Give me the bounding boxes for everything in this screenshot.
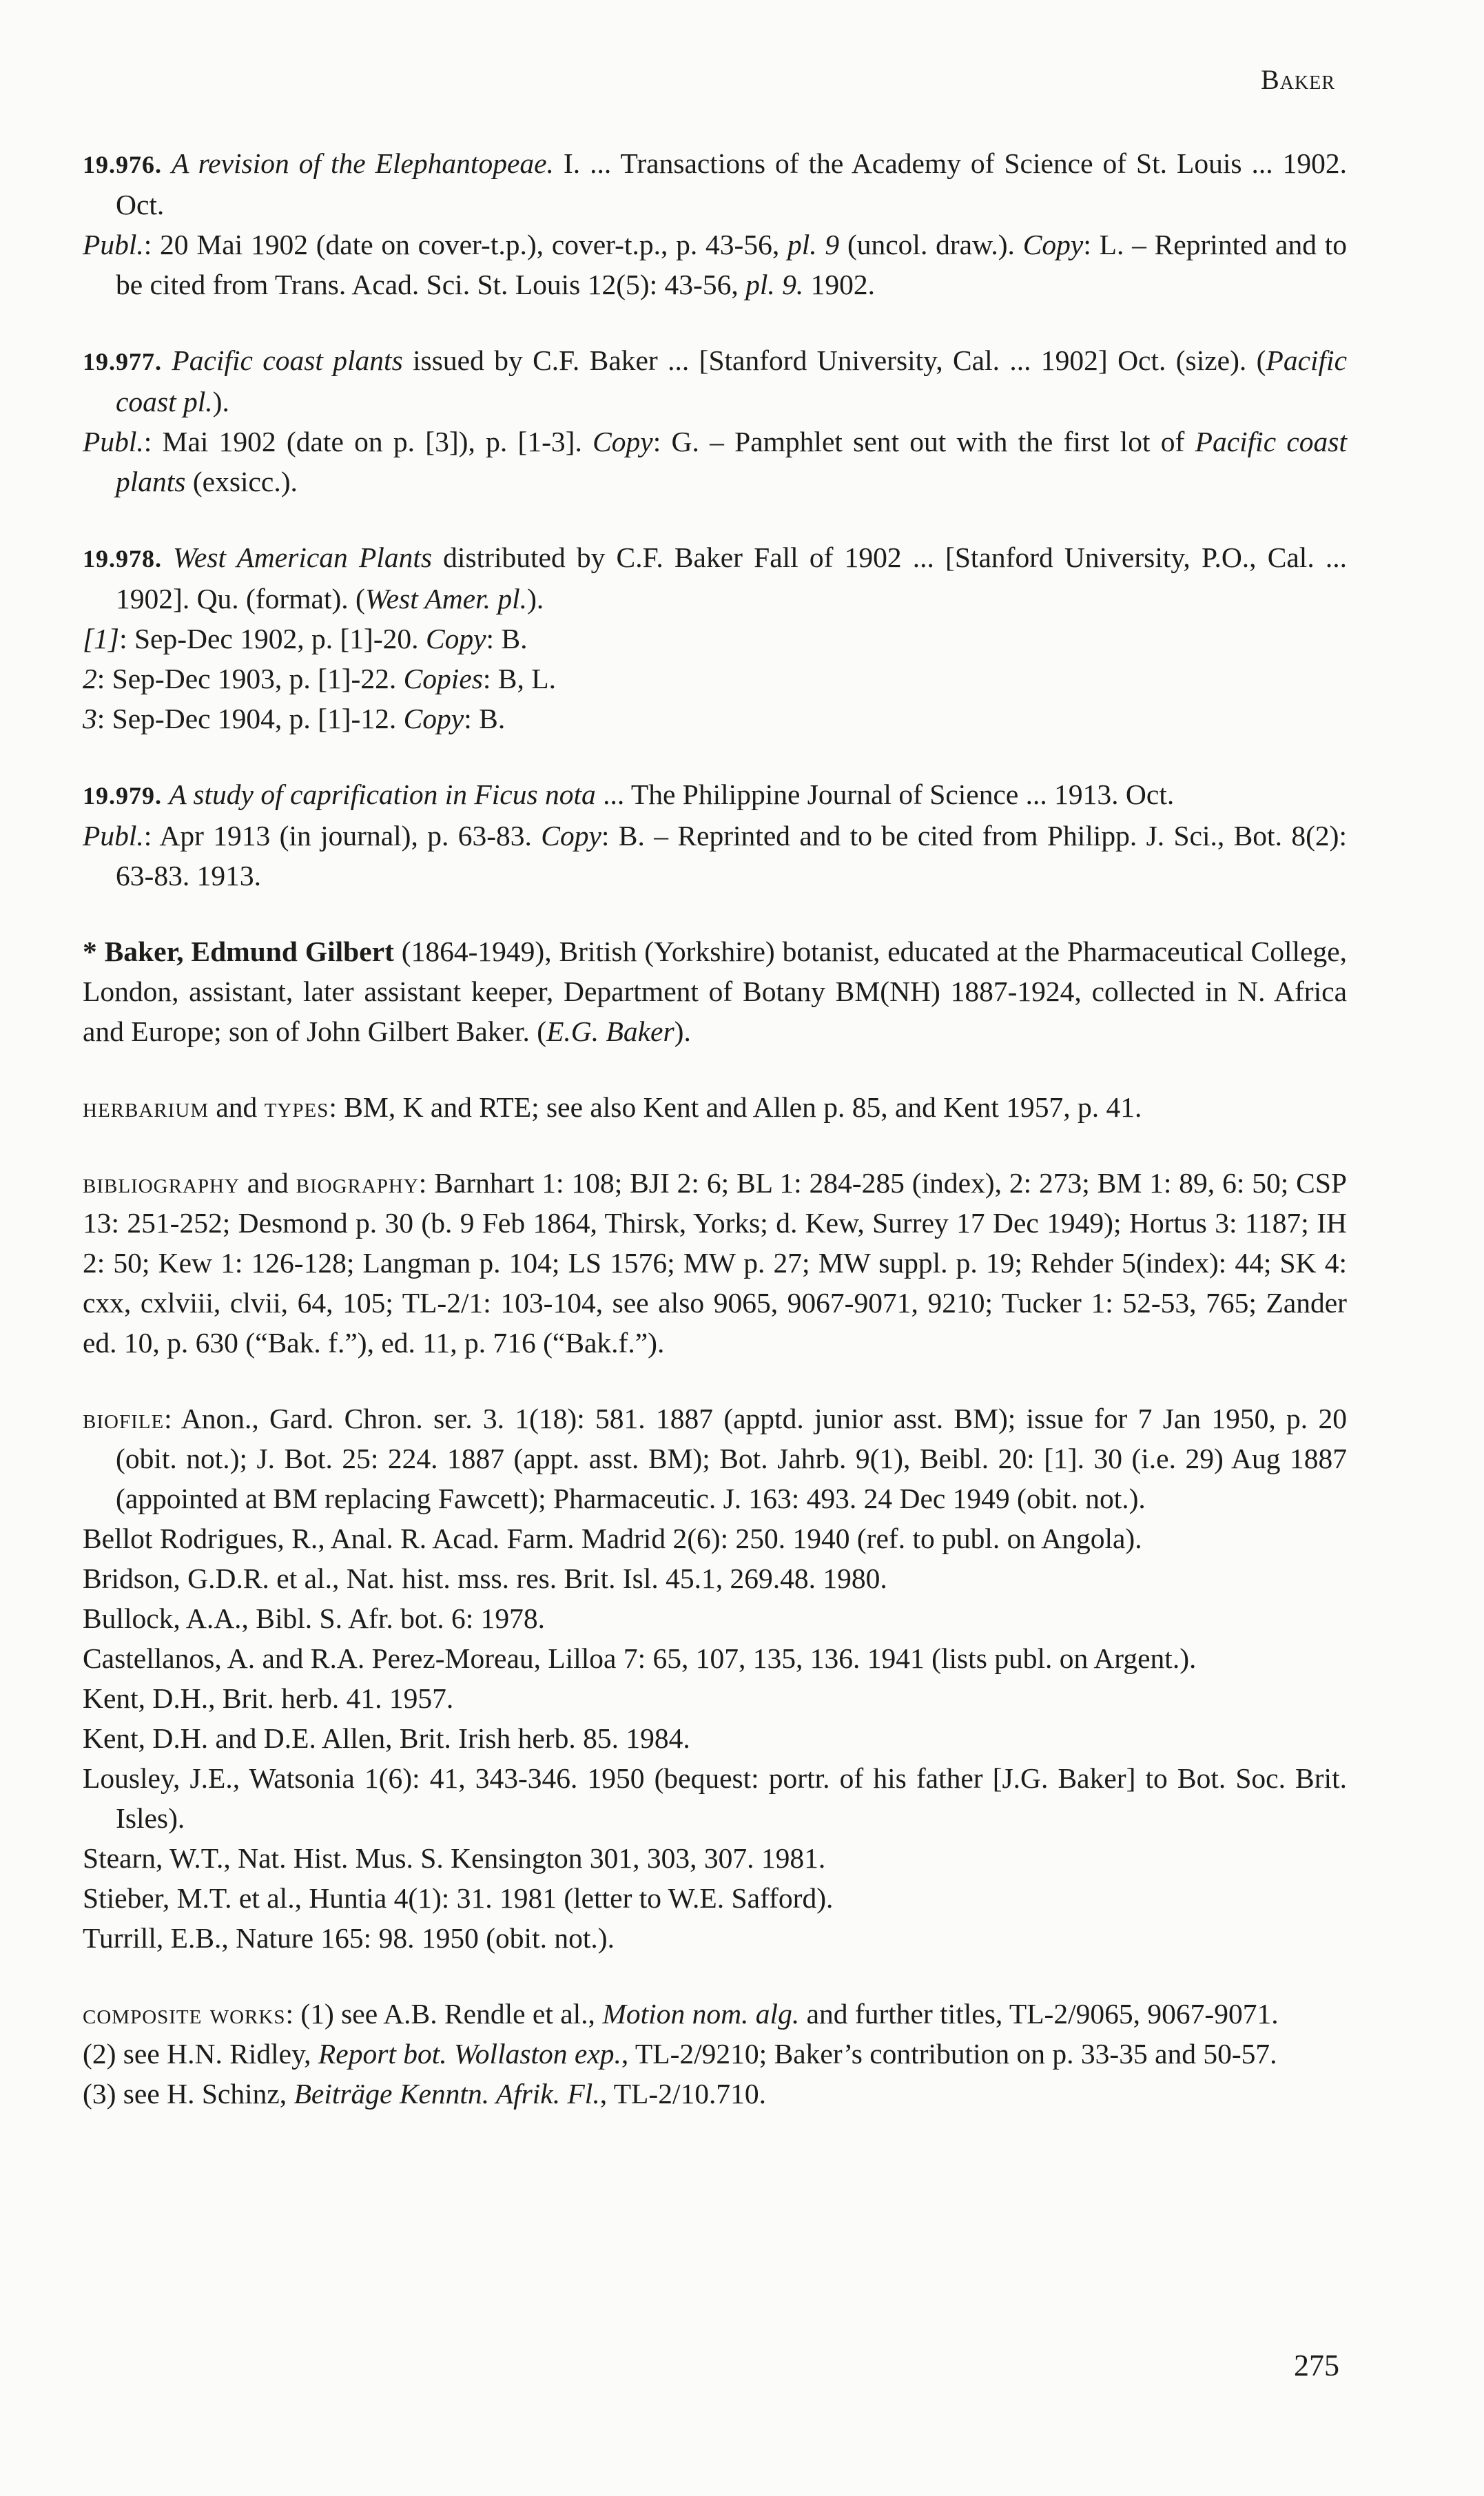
biofile-first — [83, 1399, 1347, 1518]
publ-text: : Apr 1913 (in journal), p. 63-83. — [143, 820, 542, 852]
entry-close: ). — [527, 583, 544, 615]
volume-line — [83, 699, 1347, 739]
copy-holders: : B, L. — [482, 663, 556, 694]
entry-19976 — [83, 143, 1347, 305]
publ-text: : 20 Mai 1902 (date on cover-t.p.), cover-t.p., p. 43-56, — [143, 229, 787, 260]
entry-19977 — [83, 340, 1347, 502]
biofile-label: biofile — [83, 1403, 165, 1434]
composite-works-section — [83, 1994, 1347, 2114]
entry-title-line — [83, 774, 1347, 816]
author-bio-end: ). — [674, 1015, 691, 1047]
text-column — [83, 143, 1347, 2114]
herbarium-section — [83, 1087, 1347, 1127]
entry-number: 19.976. — [83, 151, 162, 178]
composite-text: , TL-2/9210; Baker’s contribution on p. 33-35 and 50-57. — [621, 2038, 1277, 2070]
bibliography-section — [83, 1163, 1347, 1363]
entry-title: A revision of the Elephantopeae. — [171, 147, 554, 179]
copy-label: Copy — [403, 703, 464, 734]
entry-abbr: Pacific coast pl. — [116, 344, 1347, 417]
volume-number: 3 — [83, 703, 97, 734]
publ-text: (uncol. draw.). — [839, 229, 1023, 260]
running-head: Baker — [1261, 64, 1335, 95]
biofile-item: Bullock, A.A., Bibl. S. Afr. bot. 6: 1978. — [83, 1602, 545, 1634]
volume-number: 2 — [83, 663, 97, 694]
entry-abbr: West Amer. pl. — [364, 583, 528, 615]
biofile-item: Bridson, G.D.R. et al., Nat. hist. mss. res. Brit. Isl. 45.1, 269.48. 1980. — [83, 1562, 887, 1594]
entry-title: West American Plants — [173, 542, 433, 573]
composite-text: : (1) see A.B. Rendle et al., — [285, 1998, 603, 2030]
composite-work-3 — [83, 2074, 1347, 2114]
publ-text: : Mai 1902 (date on p. [3]), p. [1-3]. — [143, 426, 593, 457]
and-text: and — [239, 1167, 296, 1199]
entry-number: 19.978. — [83, 545, 162, 573]
bibliography-label: bibliography — [83, 1167, 240, 1199]
biography-label: biography — [296, 1167, 419, 1199]
author-abbr: E.G. Baker — [546, 1015, 674, 1047]
copy-holders: : B. — [464, 703, 506, 734]
page-number: 275 — [1294, 2349, 1339, 2382]
biofile-item: Lousley, J.E., Watsonia 1(6): 41, 343-346. 1950 (bequest: portr. of his father [J.G. Baker] to Bot. Soc. Brit. Isles). — [83, 1762, 1347, 1834]
composite-text: and further titles, TL-2/9065, 9067-9071. — [799, 1998, 1279, 2030]
composite-work-2 — [83, 2034, 1347, 2074]
composite-work-1 — [83, 1994, 1347, 2034]
publ-label: Publ. — [83, 820, 144, 852]
copy-label: Copies — [403, 663, 483, 694]
bibliography-text: : Barnhart 1: 108; BJI 2: 6; BL 1: 284-285 (index), 2: 273; BM 1: 89, 6: 50; CSP 13: 251-252; Desmond p. 30 (b. 9 Feb 1864, Thirsk, Yorks; d. Kew, Surrey 17 Dec 1949); Hortus 3: 1187; IH 2: 50; Kew 1: 126-128; Langman p. 104; LS 1576; MW p. 27; MW suppl. p. 19; Rehder 5(index): 44; SK 4: cxx, cxlviii, clvii, 64, 105; TL-2/1: 103-104, see also 9065, 9067-9071, 9210; Tucker 1: 52-53, 765; Zander ed. 10, p. 630 (“Bak. f.”), ed. 11, p. 716 (“Bak.f.”). — [83, 1167, 1347, 1359]
composite-text: (2) see H.N. Ridley, — [83, 2038, 318, 2070]
publ-text: : B. – Reprinted and to be cited from Philipp. J. Sci., Bot. 8(2): 63-83. 1913. — [116, 820, 1347, 891]
entry-title-line — [83, 340, 1347, 422]
biofile-item: Turrill, E.B., Nature 165: 98. 1950 (obit. not.). — [83, 1922, 615, 1954]
entry-publ — [83, 816, 1347, 896]
entry-19979 — [83, 774, 1347, 896]
biofile-item: Stieber, M.T. et al., Huntia 4(1): 31. 1981 (letter to W.E. Safford). — [83, 1882, 834, 1914]
biofile-item: Kent, D.H., Brit. herb. 41. 1957. — [83, 1682, 454, 1714]
volume-text: : Sep-Dec 1902, p. [1]-20. — [119, 623, 426, 654]
entry-title-line — [83, 143, 1347, 225]
biofile-text: : Anon., Gard. Chron. ser. 3. 1(18): 581. 1887 (apptd. junior asst. BM); issue for 7 Jan 1950, p. 20 (obit. not.); J. Bot. 25: 224. 1887 (appt. asst. BM); Bot. Jahrb. 9(1), Beibl. 20: [1]. 30 (i.e. 29) Aug 1887 (appointed at BM replacing Fawcett); Pharmaceutic. J. 163: 493. 24 Dec 1949 (obit. not.). — [116, 1403, 1347, 1514]
author-given-names: , Edmund Gilbert — [176, 936, 394, 967]
herbarium-label: herbarium — [83, 1091, 209, 1123]
entry-number: 19.979. — [83, 782, 162, 809]
publ-label: Publ. — [83, 426, 144, 457]
biofile-item: Castellanos, A. and R.A. Perez-Moreau, Lilloa 7: 65, 107, 135, 136. 1941 (lists publ. on Argent.). — [83, 1642, 1197, 1674]
biofile-item: Stearn, W.T., Nat. Hist. Mus. S. Kensington 301, 303, 307. 1981. — [83, 1842, 826, 1874]
entry-title-line — [83, 537, 1347, 619]
composite-text: , TL-2/10.710. — [599, 2078, 767, 2110]
entry-title: A study of caprification in Ficus nota — [169, 778, 596, 810]
volume-line — [83, 659, 1347, 699]
biofile-item: Bellot Rodrigues, R., Anal. R. Acad. Farm. Madrid 2(6): 250. 1940 (ref. to publ. on Angola). — [83, 1523, 1142, 1554]
publ-label: Publ. — [83, 229, 144, 260]
entry-imprint: issued by C.F. Baker ... [Stanford University, Cal. ... 1902] Oct. (size). ( — [402, 344, 1266, 376]
copy-label: Copy — [425, 623, 486, 654]
entry-imprint: I. ... Transactions of the Academy of Science of St. Louis ... 1902. Oct. — [116, 147, 1347, 220]
volume-number: [1] — [83, 623, 120, 654]
biofile-item: Kent, D.H. and D.E. Allen, Brit. Irish herb. 85. 1984. — [83, 1722, 690, 1754]
composite-title: Report bot. Wollaston exp. — [318, 2038, 621, 2070]
entry-title: Pacific coast plants — [172, 344, 403, 376]
volume-text: : Sep-Dec 1904, p. [1]-12. — [96, 703, 404, 734]
copy-label: Copy — [592, 426, 653, 457]
copy-holders: : B. — [486, 623, 528, 654]
copy-label: Copy — [1022, 229, 1084, 260]
author-star: * — [83, 936, 105, 967]
composite-works-label: composite works — [83, 1998, 286, 2030]
entry-imprint: ... The Philippine Journal of Science ... 1913. Oct. — [595, 778, 1175, 810]
volume-text: : Sep-Dec 1903, p. [1]-22. — [96, 663, 404, 694]
publ-text: : L. – Reprinted and to be cited from Trans. Acad. Sci. St. Louis 12(5): 43-56, — [116, 229, 1347, 300]
volume-line — [83, 619, 1347, 659]
entry-19978 — [83, 537, 1347, 739]
plate-ref: pl. 9 — [787, 229, 840, 260]
types-label: types — [264, 1091, 329, 1123]
and-text: and — [209, 1091, 265, 1123]
publ-italic: Pacific coast plants — [116, 426, 1347, 497]
author-surname: Baker — [104, 936, 177, 967]
entry-imprint: distributed by C.F. Baker Fall of 1902 ... [Stanford University, P.O., Cal. ... 1902]. Qu. (format). ( — [116, 542, 1348, 615]
entry-publ — [83, 422, 1347, 502]
entry-number: 19.977. — [83, 348, 162, 375]
publ-text: 1902. — [803, 269, 875, 300]
entry-publ — [83, 225, 1347, 305]
biofile-section — [83, 1399, 1347, 1958]
composite-text: (3) see H. Schinz, — [83, 2078, 294, 2110]
publ-text: : G. – Pamphlet sent out with the first lot of — [652, 426, 1195, 457]
herbarium-text: : BM, K and RTE; see also Kent and Allen p. 85, and Kent 1957, p. 41. — [329, 1091, 1142, 1123]
author-heading — [83, 931, 1347, 1051]
composite-title: Motion nom. alg. — [602, 1998, 800, 2030]
author-bio: (1864-1949), British (Yorkshire) botanist, educated at the Pharmaceutical College, London, assistant, later assistant keeper, Department of Botany BM(NH) 1887-1924, collected in N. Africa and Europe; son of John Gilbert Baker. ( — [83, 936, 1348, 1047]
entry-close: ). — [212, 386, 229, 417]
composite-title: Beiträge Kenntn. Afrik. Fl. — [293, 2078, 600, 2110]
publ-text: (exsicc.). — [185, 466, 298, 497]
copy-label: Copy — [541, 820, 601, 852]
plate-ref: pl. 9. — [745, 269, 804, 300]
